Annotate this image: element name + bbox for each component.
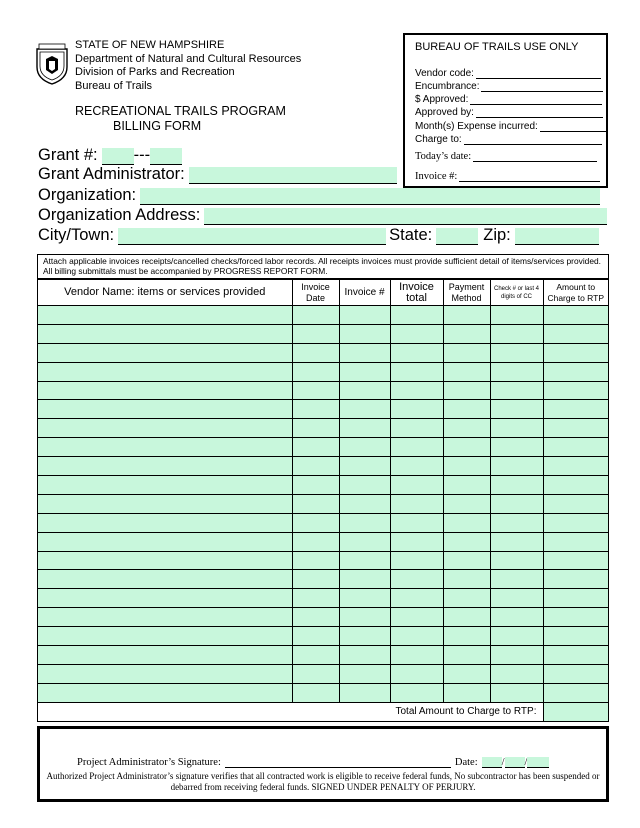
trails-bureau-logo [35, 43, 69, 85]
state-input[interactable] [436, 228, 478, 245]
check-number-cell[interactable] [490, 476, 543, 495]
table-row [38, 664, 608, 683]
amount-rtp-cell[interactable] [543, 381, 608, 400]
grant-administrator-label: Grant Administrator: [38, 165, 185, 183]
todays-date-row [415, 151, 597, 162]
invoice-date-cell[interactable] [292, 532, 339, 551]
check-number-cell[interactable] [490, 551, 543, 570]
payment-method-cell[interactable] [443, 683, 490, 702]
approved-amount-label: $ Approved: [415, 94, 469, 105]
table-row [38, 381, 608, 400]
invoice-number-cell[interactable] [339, 400, 390, 419]
month-expense-row [415, 121, 606, 132]
check-number-cell[interactable] [490, 438, 543, 457]
invoice-total-cell[interactable] [390, 627, 443, 646]
invoice-number-cell[interactable] [339, 343, 390, 362]
payment-method-cell[interactable] [443, 362, 490, 381]
payment-method-cell[interactable] [443, 324, 490, 343]
invoice-number-cell[interactable] [339, 476, 390, 495]
approved-by-row [415, 107, 603, 118]
bureau-box-title: BUREAU OF TRAILS USE ONLY [415, 41, 579, 53]
invoice-date-cell[interactable] [292, 551, 339, 570]
grant-number-label: Grant #: [38, 146, 98, 164]
city-state-zip-row [38, 225, 599, 245]
invoice-number-cell[interactable] [339, 570, 390, 589]
invoice-total-cell[interactable] [390, 343, 443, 362]
invoice-date-cell[interactable] [292, 683, 339, 702]
vendor-cell[interactable] [38, 343, 292, 362]
organization-address-row [38, 205, 607, 225]
amount-rtp-cell[interactable] [543, 362, 608, 381]
invoice-date-cell[interactable] [292, 664, 339, 683]
invoice-number-label: Invoice #: [415, 171, 458, 182]
program-title: RECREATIONAL TRAILS PROGRAM [75, 104, 286, 118]
vendor-cell[interactable] [38, 608, 292, 627]
invoice-number-cell[interactable] [339, 532, 390, 551]
vendor-cell[interactable] [38, 400, 292, 419]
amount-rtp-cell[interactable] [543, 457, 608, 476]
payment-method-cell[interactable] [443, 306, 490, 325]
signature-input[interactable] [225, 757, 451, 768]
vendor-cell[interactable] [38, 306, 292, 325]
invoice-number-cell[interactable] [339, 494, 390, 513]
month-expense-input[interactable] [540, 122, 606, 132]
invoice-number-cell[interactable] [339, 324, 390, 343]
invoice-number-cell[interactable] [339, 362, 390, 381]
vendor-code-input[interactable] [476, 69, 601, 79]
table-row [38, 324, 608, 343]
col-invoice-number: Invoice # [339, 280, 390, 306]
total-label: Total Amount to Charge to RTP: [38, 702, 543, 721]
billing-table [37, 254, 609, 722]
vendor-cell[interactable] [38, 532, 292, 551]
invoice-total-cell[interactable] [390, 608, 443, 627]
table-row [38, 570, 608, 589]
amount-rtp-cell[interactable] [543, 343, 608, 362]
table-row [38, 589, 608, 608]
vendor-cell[interactable] [38, 324, 292, 343]
zip-label: Zip: [483, 226, 511, 244]
vendor-cell[interactable] [38, 494, 292, 513]
payment-method-cell[interactable] [443, 419, 490, 438]
city-label: City/Town: [38, 226, 115, 244]
agency-header [75, 39, 301, 93]
amount-rtp-cell[interactable] [543, 589, 608, 608]
col-vendor-name: Vendor Name: items or services provided [38, 280, 292, 306]
invoice-number-cell[interactable] [339, 589, 390, 608]
check-number-cell[interactable] [490, 324, 543, 343]
amount-rtp-cell[interactable] [543, 513, 608, 532]
payment-method-cell[interactable] [443, 457, 490, 476]
invoice-date-cell[interactable] [292, 608, 339, 627]
amount-rtp-cell[interactable] [543, 646, 608, 665]
payment-method-cell[interactable] [443, 551, 490, 570]
month-expense-label: Month(s) Expense incurred: [415, 121, 538, 132]
approved-amount-row [415, 94, 602, 105]
form-title: BILLING FORM [113, 119, 202, 133]
encumbrance-row [415, 81, 603, 92]
grant-number-row [38, 145, 182, 165]
invoice-date-cell[interactable] [292, 570, 339, 589]
vendor-cell[interactable] [38, 419, 292, 438]
vendor-cell[interactable] [38, 589, 292, 608]
invoice-number-cell[interactable] [339, 683, 390, 702]
invoice-number-cell[interactable] [339, 419, 390, 438]
table-row [38, 551, 608, 570]
payment-method-cell[interactable] [443, 589, 490, 608]
charge-to-row [415, 134, 602, 145]
invoice-date-cell[interactable] [292, 343, 339, 362]
table-row [38, 608, 608, 627]
invoice-total-cell[interactable] [390, 438, 443, 457]
col-amount-rtp: Amount to Charge to RTP [543, 280, 608, 306]
amount-rtp-cell[interactable] [543, 400, 608, 419]
amount-rtp-cell[interactable] [543, 324, 608, 343]
table-row [38, 646, 608, 665]
vendor-cell[interactable] [38, 646, 292, 665]
check-number-cell[interactable] [490, 457, 543, 476]
date-day-input[interactable] [505, 757, 525, 768]
check-number-cell[interactable] [490, 570, 543, 589]
city-input[interactable] [118, 228, 386, 245]
vendor-cell[interactable] [38, 664, 292, 683]
amount-rtp-cell[interactable] [543, 476, 608, 495]
col-payment-method: Payment Method [443, 280, 490, 306]
check-number-cell[interactable] [490, 343, 543, 362]
check-number-cell[interactable] [490, 683, 543, 702]
amount-rtp-cell[interactable] [543, 570, 608, 589]
organization-label: Organization: [38, 186, 137, 204]
invoice-date-cell[interactable] [292, 513, 339, 532]
invoice-total-cell[interactable] [390, 457, 443, 476]
table-instructions: Attach applicable invoices receipts/cancelled checks/forced labor records. All receipts invoices must provide sufficient detail of items/services provided. All billing submittals must be accompanied by PROGRESS REPORT FORM. [38, 255, 608, 279]
table-row [38, 419, 608, 438]
state-name: STATE OF NEW HAMPSHIRE [75, 39, 225, 51]
invoice-total-cell[interactable] [390, 532, 443, 551]
vendor-cell[interactable] [38, 627, 292, 646]
encumbrance-label: Encumbrance: [415, 81, 480, 92]
vendor-cell[interactable] [38, 513, 292, 532]
table-row [38, 532, 608, 551]
vendor-code-row [415, 68, 601, 79]
approved-amount-input[interactable] [470, 95, 602, 105]
table-row [38, 400, 608, 419]
approved-by-label: Approved by: [415, 107, 474, 118]
organization-input[interactable] [140, 188, 600, 205]
grant-number-part1-input[interactable] [102, 148, 134, 165]
invoice-number-input[interactable] [459, 172, 600, 182]
check-number-cell[interactable] [490, 664, 543, 683]
amount-rtp-cell[interactable] [543, 627, 608, 646]
table-row [38, 494, 608, 513]
signature-row [77, 757, 549, 768]
invoice-number-cell[interactable] [339, 306, 390, 325]
invoice-total-cell[interactable] [390, 400, 443, 419]
invoice-date-cell[interactable] [292, 400, 339, 419]
date-month-input[interactable] [482, 757, 502, 768]
grant-administrator-input[interactable] [189, 167, 397, 184]
col-invoice-date: Invoice Date [292, 280, 339, 306]
invoice-number-cell[interactable] [339, 664, 390, 683]
grant-number-separator: --- [133, 146, 151, 164]
vendor-cell[interactable] [38, 381, 292, 400]
bureau-use-only-box [403, 33, 608, 188]
invoice-date-cell[interactable] [292, 494, 339, 513]
invoice-total-cell[interactable] [390, 513, 443, 532]
payment-method-cell[interactable] [443, 494, 490, 513]
check-number-cell[interactable] [490, 627, 543, 646]
amount-rtp-cell[interactable] [543, 306, 608, 325]
vendor-cell[interactable] [38, 438, 292, 457]
invoice-date-cell[interactable] [292, 646, 339, 665]
amount-rtp-cell[interactable] [543, 551, 608, 570]
vendor-cell[interactable] [38, 362, 292, 381]
amount-rtp-cell[interactable] [543, 419, 608, 438]
amount-rtp-cell[interactable] [543, 494, 608, 513]
amount-rtp-cell[interactable] [543, 608, 608, 627]
check-number-cell[interactable] [490, 608, 543, 627]
payment-method-cell[interactable] [443, 476, 490, 495]
table-row [38, 343, 608, 362]
state-label: State: [389, 226, 433, 244]
invoice-total-cell[interactable] [390, 664, 443, 683]
date-year-input[interactable] [524, 757, 549, 768]
payment-method-cell[interactable] [443, 570, 490, 589]
check-number-cell[interactable] [490, 646, 543, 665]
check-number-cell[interactable] [490, 381, 543, 400]
bureau-name: Bureau of Trails [75, 79, 153, 92]
payment-method-cell[interactable] [443, 513, 490, 532]
payment-method-cell[interactable] [443, 400, 490, 419]
invoice-total-cell[interactable] [390, 570, 443, 589]
table-row [38, 438, 608, 457]
table-row [38, 513, 608, 532]
payment-method-cell[interactable] [443, 608, 490, 627]
date-separator-1: / [501, 757, 505, 768]
invoice-date-cell[interactable] [292, 457, 339, 476]
vendor-cell[interactable] [38, 570, 292, 589]
invoice-number-cell[interactable] [339, 513, 390, 532]
division-name: Division of Parks and Recreation [75, 66, 235, 78]
invoice-date-cell[interactable] [292, 476, 339, 495]
total-row [38, 702, 608, 721]
invoice-number-cell[interactable] [339, 608, 390, 627]
charge-to-input[interactable] [464, 135, 602, 145]
department-name: Department of Natural and Cultural Resources [75, 52, 302, 65]
check-number-cell[interactable] [490, 513, 543, 532]
invoice-number-cell[interactable] [339, 438, 390, 457]
invoice-number-cell[interactable] [339, 646, 390, 665]
vendor-cell[interactable] [38, 457, 292, 476]
payment-method-cell[interactable] [443, 627, 490, 646]
amount-rtp-cell[interactable] [543, 532, 608, 551]
table-row [38, 683, 608, 702]
invoice-number-cell[interactable] [339, 551, 390, 570]
charge-to-label: Charge to: [415, 134, 462, 145]
invoice-total-cell[interactable] [390, 362, 443, 381]
invoice-number-cell[interactable] [339, 457, 390, 476]
vendor-cell[interactable] [38, 551, 292, 570]
grant-administrator-row [38, 164, 397, 184]
vendor-code-label: Vendor code: [415, 68, 474, 79]
date-label: Date: [454, 757, 478, 768]
check-number-cell[interactable] [490, 419, 543, 438]
invoice-date-cell[interactable] [292, 324, 339, 343]
approved-by-input[interactable] [476, 108, 603, 118]
payment-method-cell[interactable] [443, 532, 490, 551]
signature-label: Project Administrator’s Signature: [77, 757, 221, 768]
col-check-number: Check # or last 4 digits of CC [490, 280, 543, 306]
invoice-date-cell[interactable] [292, 362, 339, 381]
invoice-date-cell[interactable] [292, 627, 339, 646]
invoice-total-cell[interactable] [390, 589, 443, 608]
payment-method-cell[interactable] [443, 664, 490, 683]
invoice-number-cell[interactable] [339, 381, 390, 400]
invoice-date-cell[interactable] [292, 419, 339, 438]
invoice-total-cell[interactable] [390, 476, 443, 495]
todays-date-input[interactable] [473, 152, 597, 162]
invoice-total-cell[interactable] [390, 494, 443, 513]
vendor-cell[interactable] [38, 683, 292, 702]
check-number-cell[interactable] [490, 306, 543, 325]
check-number-cell[interactable] [490, 400, 543, 419]
payment-method-cell[interactable] [443, 438, 490, 457]
check-number-cell[interactable] [490, 362, 543, 381]
invoice-total-cell[interactable] [390, 683, 443, 702]
amount-rtp-cell[interactable] [543, 438, 608, 457]
payment-method-cell[interactable] [443, 646, 490, 665]
check-number-cell[interactable] [490, 494, 543, 513]
invoice-date-cell[interactable] [292, 381, 339, 400]
zip-input[interactable] [515, 228, 599, 245]
grant-number-part2-input[interactable] [150, 148, 182, 165]
invoice-total-cell[interactable] [390, 324, 443, 343]
invoice-date-cell[interactable] [292, 306, 339, 325]
organization-address-input[interactable] [204, 208, 607, 225]
table-header-row [38, 280, 608, 306]
invoice-total-cell[interactable] [390, 551, 443, 570]
signature-box [37, 726, 609, 802]
total-amount-input[interactable] [543, 702, 608, 721]
table-row [38, 627, 608, 646]
check-number-cell[interactable] [490, 532, 543, 551]
attestation-text: Authorized Project Administrator’s signature verifies that all contracted work is eligible to receive federal funds, No subcontractor has been suspended or debarred from receiving federal funds. SIGNED UNDER PENALTY OF PERJURY. [46, 771, 600, 792]
amount-rtp-cell[interactable] [543, 683, 608, 702]
organization-address-label: Organization Address: [38, 206, 201, 224]
organization-row [38, 185, 600, 205]
todays-date-label: Today’s date: [415, 151, 472, 162]
col-invoice-total: Invoice total [390, 280, 443, 306]
invoice-number-cell[interactable] [339, 627, 390, 646]
invoice-total-cell[interactable] [390, 646, 443, 665]
date-separator-2: / [524, 757, 528, 768]
table-row [38, 306, 608, 325]
table-row [38, 362, 608, 381]
payment-method-cell[interactable] [443, 343, 490, 362]
payment-method-cell[interactable] [443, 381, 490, 400]
invoice-total-cell[interactable] [390, 306, 443, 325]
encumbrance-input[interactable] [481, 82, 603, 92]
invoice-total-cell[interactable] [390, 381, 443, 400]
table-row [38, 476, 608, 495]
invoice-total-cell[interactable] [390, 419, 443, 438]
invoice-number-row [415, 171, 600, 182]
vendor-cell[interactable] [38, 476, 292, 495]
invoice-date-cell[interactable] [292, 589, 339, 608]
amount-rtp-cell[interactable] [543, 664, 608, 683]
invoice-date-cell[interactable] [292, 438, 339, 457]
check-number-cell[interactable] [490, 589, 543, 608]
table-row [38, 457, 608, 476]
